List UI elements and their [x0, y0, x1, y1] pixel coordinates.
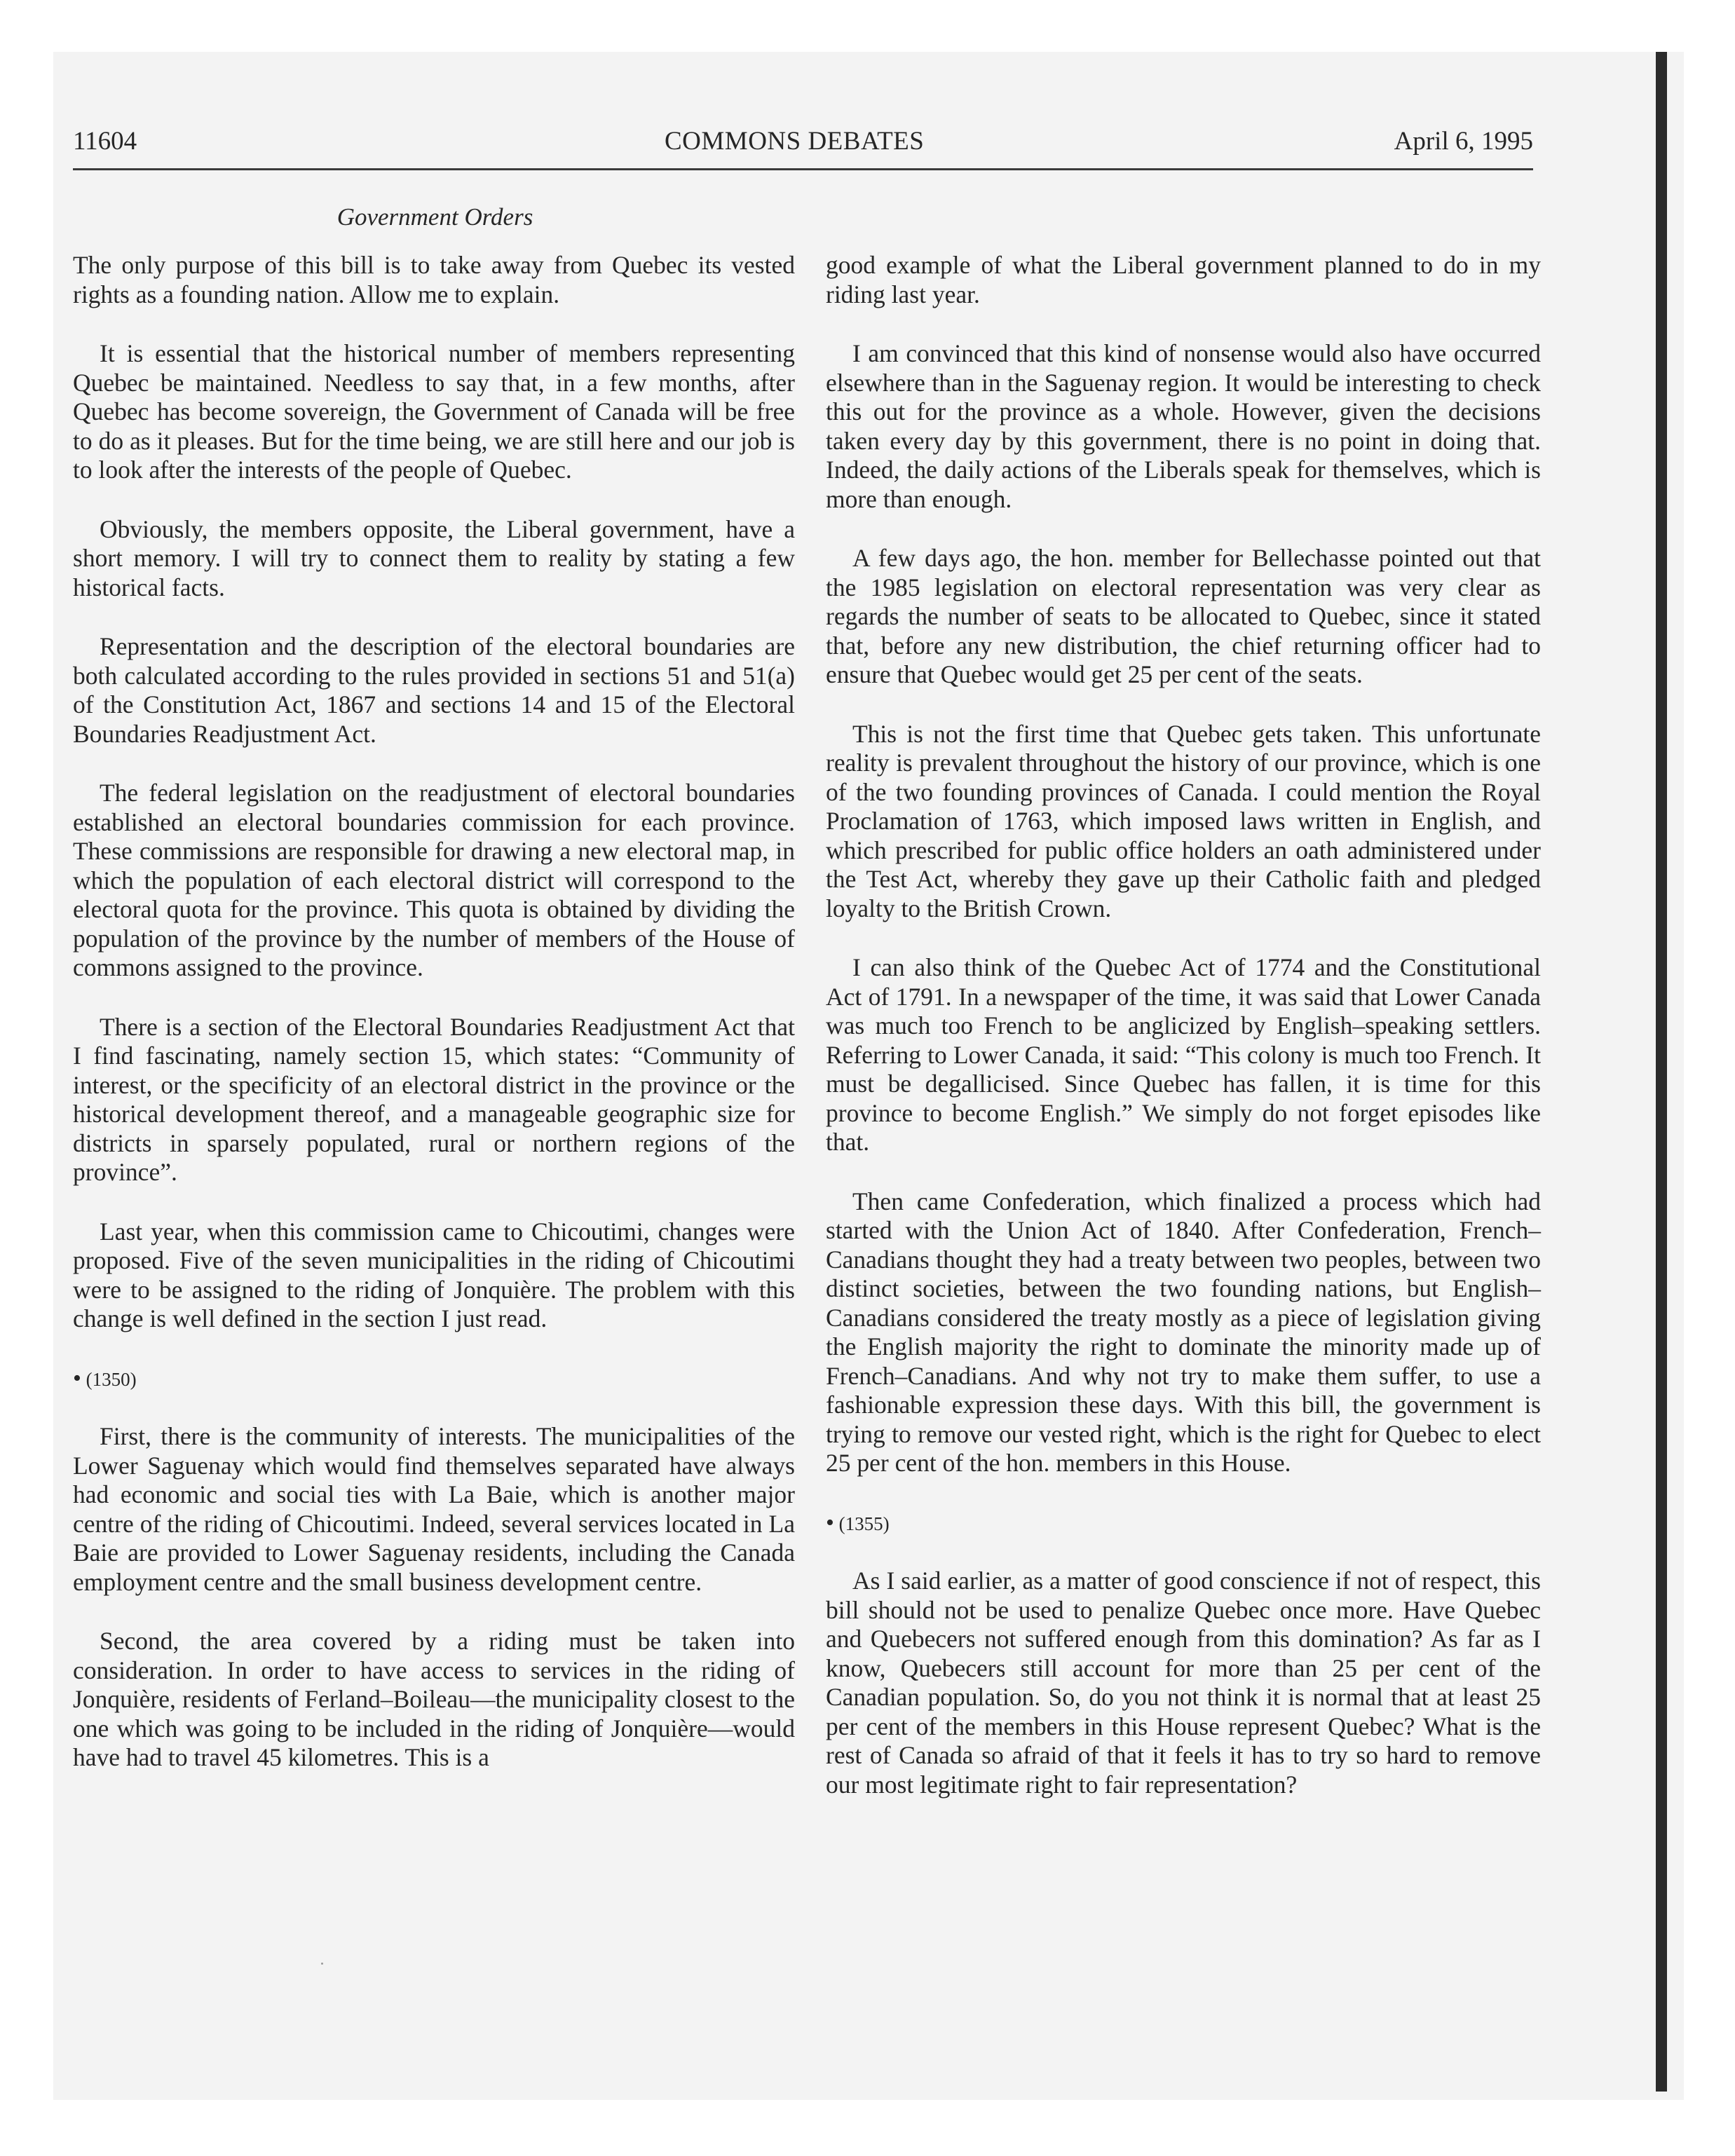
time-marker-label: (1350) [86, 1368, 137, 1390]
right-column [826, 251, 1541, 1829]
paragraph: Last year, when this commission came to Chicoutimi, changes were proposed. Five of the seven municipalities in the riding of Chicoutimi were to be assigned to the riding of Jonquière. The problem with this change is well defined in the section I just read. [73, 1217, 795, 1332]
time-marker-label: (1355) [838, 1513, 890, 1534]
paragraph: I can also think of the Quebec Act of 1774 and the Constitutional Act of 1791. In a newspaper of the time, it was said that Lower Canada was much too French to be anglicized by English–speaking settlers. Referring to Lower Canada, it said: “This colony is much too French. It must be degallicised. Since Quebec has fallen, it is time for this province to become English.” We simply do not forget episodes like that. [826, 953, 1541, 1156]
paragraph: good example of what the Liberal government planned to do in my riding last year. [826, 251, 1541, 308]
paragraph: This is not the first time that Quebec gets taken. This unfortunate reality is prevalent throughout the history of our province, which is one of the two founding provinces of Canada. I could mention the Royal Proclamation of 1763, which imposed laws written in English, and which prescribed for public office holders an oath administered under the Test Act, whereby they gave up their Catholic faith and pledged loyalty to the British Crown. [826, 719, 1541, 922]
paragraph: A few days ago, the hon. member for Bellechasse pointed out that the 1985 legislation on electoral representation was very clear as regards the number of seats to be allocated to Quebec, since it stated that, before any new distribution, the chief returning officer had to ensure that Quebec would get 25 per cent of the seats. [826, 544, 1541, 688]
paragraph: Obviously, the members opposite, the Liberal government, have a short memory. I will try to connect them to reality by stating a few historical facts. [73, 514, 795, 601]
header-rule [73, 168, 1533, 170]
section-title: Government Orders [336, 203, 533, 231]
bullet-icon: • [73, 1365, 81, 1391]
paragraph: The federal legislation on the readjustment of electoral boundaries established an electoral boundaries commission for each province. These commissions are responsible for drawing a new electoral map, in which the population of each electoral district will correspond to the electoral quota for the province. This quota is obtained by dividing the population of the province by the number of members of the House of commons assigned to the province. [73, 779, 795, 981]
left-column [73, 251, 795, 1803]
paragraph: The only purpose of this bill is to take away from Quebec its vested rights as a founding nation. Allow me to explain. [73, 251, 795, 308]
scan-speck [321, 1963, 323, 1965]
time-marker [826, 1508, 1541, 1539]
paragraph: First, there is the community of interests. The municipalities of the Lower Saguenay which would find themselves separated have always had economic and social ties with La Baie, which is another major centre of the riding of Chicoutimi. Indeed, several services located in La Baie are provided to Lower Saguenay residents, including the Canada employment centre and the small business development centre. [73, 1422, 795, 1596]
paragraph: Second, the area covered by a riding must be taken into consideration. In order to have access to services in the riding of Jonquière, residents of Ferland–Boileau—the municipality closest to the one which was going to be included in the riding of Jonquière—would have had to travel 45 kilometres. This is a [73, 1627, 795, 1771]
paragraph: Then came Confederation, which finalized a process which had started with the Union Act of 1840. After Confederation, French–Canadians thought they had a treaty between two peoples, between two distinct societies, between the two founding nations, but English–Canadians considered the treaty mostly as a piece of legislation giving the English majority the right to dominate the minority made up of French–Canadians. And why not try to make them suffer, to use a fashionable expression these days. With this bill, the government is trying to remove our vested right, which is the right for Quebec to elect 25 per cent of the hon. members in this House. [826, 1187, 1541, 1477]
bullet-icon: • [826, 1509, 834, 1536]
page-number: 11604 [73, 127, 137, 156]
paragraph: I am convinced that this kind of nonsense would also have occurred elsewhere than in the Saguenay region. It would be interesting to check this out for the province as a whole. However, given the decisions taken every day by this government, there is no point in doing that. Indeed, the daily actions of the Liberals speak for themselves, which is more than enough. [826, 339, 1541, 513]
sitting-date: April 6, 1995 [1394, 127, 1533, 156]
time-marker [73, 1364, 795, 1395]
paragraph: As I said earlier, as a matter of good conscience if not of respect, this bill should not be used to penalize Quebec once more. Have Quebec and Quebecers not suffered enough from this domination? As far as I know, Quebecers still account for more than 25 per cent of the Canadian population. So, do you not think it is normal that at least 25 per cent of the members in this House represent Quebec? What is the rest of Canada so afraid of that it feels it has to try so hard to remove our most legitimate right to fair representation? [826, 1567, 1541, 1799]
publication-title: COMMONS DEBATES [665, 127, 925, 156]
running-header [73, 126, 1533, 167]
page-edge-shadow [1656, 52, 1667, 2092]
paragraph: There is a section of the Electoral Boundaries Readjustment Act that I find fascinating, namely section 15, which states: “Community of interest, or the specificity of an electoral district in the province or the historical development thereof, and a manageable geographic size for districts in sparsely populated, rural or northern regions of the province”. [73, 1012, 795, 1186]
paragraph: It is essential that the historical number of members representing Quebec be maintained. Needless to say that, in a few months, after Quebec has become sovereign, the Government of Canada will be free to do as it pleases. But for the time being, we are still here and our job is to look after the interests of the people of Quebec. [73, 339, 795, 484]
paragraph: Representation and the description of the electoral boundaries are both calculated according to the rules provided in sections 51 and 51(a) of the Constitution Act, 1867 and sections 14 and 15 of the Electoral Boundaries Readjustment Act. [73, 632, 795, 748]
